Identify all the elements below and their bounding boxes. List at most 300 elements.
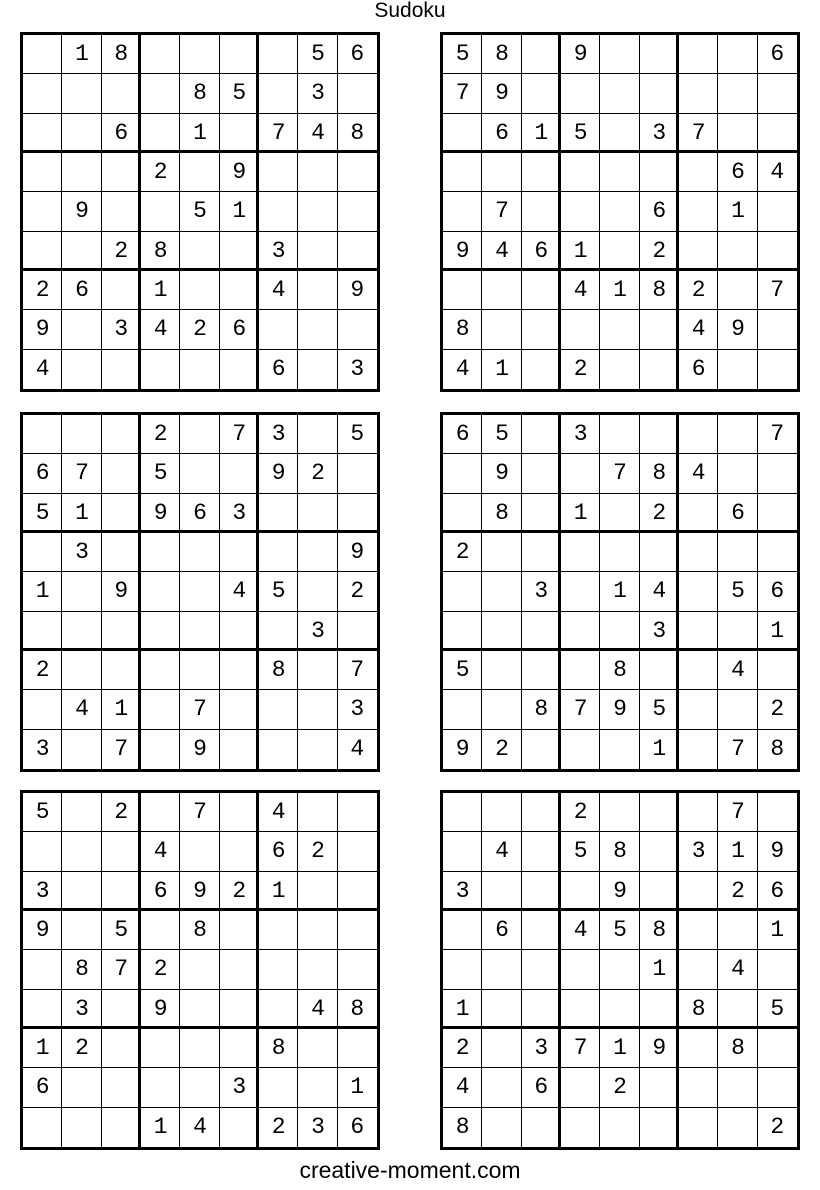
empty-cell[interactable] [141,192,180,231]
grid-row-digits: 7 6 1 [455,198,810,225]
empty-cell[interactable] [679,690,718,729]
empty-cell[interactable] [758,232,797,271]
empty-cell[interactable] [758,494,797,533]
empty-cell[interactable] [62,572,101,611]
empty-cell[interactable] [640,74,679,113]
empty-cell[interactable] [443,494,482,533]
empty-cell[interactable] [23,35,62,74]
empty-cell[interactable] [679,192,718,231]
empty-cell[interactable] [298,533,337,572]
empty-cell[interactable] [522,192,561,231]
empty-cell[interactable] [482,793,521,832]
empty-cell[interactable] [600,153,639,192]
empty-cell[interactable] [522,310,561,349]
empty-cell[interactable] [561,950,600,989]
empty-cell[interactable] [482,310,521,349]
empty-cell[interactable] [180,1029,219,1068]
empty-cell[interactable] [23,950,62,989]
empty-cell[interactable] [102,612,141,651]
empty-cell[interactable] [679,533,718,572]
empty-cell[interactable] [102,990,141,1029]
given-cell [141,1108,180,1147]
empty-cell[interactable] [679,1029,718,1068]
empty-cell[interactable] [718,1108,757,1147]
empty-cell[interactable] [220,832,259,871]
given-cell [220,415,259,454]
empty-cell[interactable] [482,271,521,310]
empty-cell[interactable] [102,350,141,389]
empty-cell[interactable] [62,872,101,911]
empty-cell[interactable] [102,872,141,911]
empty-cell[interactable] [522,1108,561,1147]
empty-cell[interactable] [561,74,600,113]
empty-cell[interactable] [141,1068,180,1107]
empty-cell[interactable] [338,232,377,271]
empty-cell[interactable] [443,911,482,950]
empty-cell[interactable] [443,793,482,832]
empty-cell[interactable] [62,415,101,454]
empty-cell[interactable] [718,533,757,572]
empty-cell[interactable] [23,1108,62,1147]
empty-cell[interactable] [23,533,62,572]
empty-cell[interactable] [640,832,679,871]
empty-cell[interactable] [102,454,141,493]
empty-cell[interactable] [640,310,679,349]
empty-cell[interactable] [522,153,561,192]
empty-cell[interactable] [23,192,62,231]
empty-cell[interactable] [522,533,561,572]
given-cell [23,350,62,389]
empty-cell[interactable] [180,533,219,572]
empty-cell[interactable] [141,1029,180,1068]
empty-cell[interactable] [718,690,757,729]
empty-cell[interactable] [141,35,180,74]
empty-cell[interactable] [640,415,679,454]
empty-cell[interactable] [102,74,141,113]
empty-cell[interactable] [180,612,219,651]
empty-cell[interactable] [443,950,482,989]
empty-cell[interactable] [679,415,718,454]
empty-cell[interactable] [298,494,337,533]
empty-cell[interactable] [259,74,298,113]
empty-cell[interactable] [102,192,141,231]
empty-cell[interactable] [259,612,298,651]
empty-cell[interactable] [561,990,600,1029]
empty-cell[interactable] [62,612,101,651]
empty-cell[interactable] [679,494,718,533]
empty-cell[interactable] [640,793,679,832]
empty-cell[interactable] [338,310,377,349]
empty-cell[interactable] [338,153,377,192]
empty-cell[interactable] [679,232,718,271]
empty-cell[interactable] [259,192,298,231]
empty-cell[interactable] [338,872,377,911]
empty-cell[interactable] [443,612,482,651]
empty-cell[interactable] [180,1068,219,1107]
empty-cell[interactable] [561,533,600,572]
empty-cell[interactable] [522,872,561,911]
empty-cell[interactable] [220,990,259,1029]
empty-cell[interactable] [561,192,600,231]
empty-cell[interactable] [62,793,101,832]
empty-cell[interactable] [259,730,298,769]
empty-cell[interactable] [522,793,561,832]
empty-cell[interactable] [338,192,377,231]
empty-cell[interactable] [298,350,337,389]
empty-cell[interactable] [141,533,180,572]
empty-cell[interactable] [482,651,521,690]
empty-cell[interactable] [718,990,757,1029]
empty-cell[interactable] [522,990,561,1029]
empty-cell[interactable] [298,153,337,192]
empty-cell[interactable] [522,651,561,690]
empty-cell[interactable] [679,1068,718,1107]
empty-cell[interactable] [718,114,757,153]
empty-cell[interactable] [679,730,718,769]
given-cell [679,990,718,1029]
empty-cell[interactable] [522,35,561,74]
empty-cell[interactable] [220,114,259,153]
empty-cell[interactable] [600,35,639,74]
empty-cell[interactable] [180,350,219,389]
empty-cell[interactable] [679,1108,718,1147]
given-cell [718,950,757,989]
empty-cell[interactable] [600,74,639,113]
empty-cell[interactable] [482,872,521,911]
empty-cell[interactable] [679,153,718,192]
empty-cell[interactable] [23,114,62,153]
empty-cell[interactable] [561,454,600,493]
empty-cell[interactable] [443,153,482,192]
empty-cell[interactable] [220,1029,259,1068]
empty-cell[interactable] [141,793,180,832]
empty-cell[interactable] [62,651,101,690]
empty-cell[interactable] [758,350,797,389]
empty-cell[interactable] [23,74,62,113]
empty-cell[interactable] [102,832,141,871]
empty-cell[interactable] [102,1068,141,1107]
empty-cell[interactable] [640,350,679,389]
empty-cell[interactable] [180,990,219,1029]
empty-cell[interactable] [718,271,757,310]
empty-cell[interactable] [102,271,141,310]
empty-cell[interactable] [561,153,600,192]
empty-cell[interactable] [758,651,797,690]
empty-cell[interactable] [482,572,521,611]
empty-cell[interactable] [298,651,337,690]
empty-cell[interactable] [522,911,561,950]
empty-cell[interactable] [522,950,561,989]
empty-cell[interactable] [141,911,180,950]
empty-cell[interactable] [640,651,679,690]
empty-cell[interactable] [220,533,259,572]
empty-cell[interactable] [482,153,521,192]
empty-cell[interactable] [220,232,259,271]
empty-cell[interactable] [220,911,259,950]
empty-cell[interactable] [758,74,797,113]
empty-cell[interactable] [600,192,639,231]
empty-cell[interactable] [180,832,219,871]
empty-cell[interactable] [220,1108,259,1147]
empty-cell[interactable] [141,651,180,690]
empty-cell[interactable] [679,35,718,74]
empty-cell[interactable] [522,494,561,533]
empty-cell[interactable] [180,153,219,192]
empty-cell[interactable] [600,793,639,832]
empty-cell[interactable] [338,950,377,989]
empty-cell[interactable] [758,793,797,832]
empty-cell[interactable] [679,950,718,989]
empty-cell[interactable] [758,1029,797,1068]
empty-cell[interactable] [298,192,337,231]
given-cell [718,651,757,690]
empty-cell[interactable] [679,793,718,832]
given-cell [338,1108,377,1147]
empty-cell[interactable] [600,612,639,651]
empty-cell[interactable] [102,533,141,572]
empty-cell[interactable] [62,730,101,769]
empty-cell[interactable] [23,415,62,454]
empty-cell[interactable] [298,232,337,271]
given-cell [102,572,141,611]
given-cell [600,690,639,729]
empty-cell[interactable] [482,690,521,729]
empty-cell[interactable] [718,415,757,454]
empty-cell[interactable] [220,271,259,310]
empty-cell[interactable] [758,1068,797,1107]
empty-cell[interactable] [679,872,718,911]
empty-cell[interactable] [718,454,757,493]
empty-cell[interactable] [758,950,797,989]
empty-cell[interactable] [298,415,337,454]
empty-cell[interactable] [561,1108,600,1147]
empty-cell[interactable] [600,990,639,1029]
empty-cell[interactable] [141,74,180,113]
empty-cell[interactable] [600,415,639,454]
empty-cell[interactable] [298,730,337,769]
empty-cell[interactable] [180,271,219,310]
empty-cell[interactable] [259,153,298,192]
empty-cell[interactable] [180,415,219,454]
empty-cell[interactable] [62,232,101,271]
empty-cell[interactable] [482,1029,521,1068]
empty-cell[interactable] [718,911,757,950]
empty-cell[interactable] [62,1108,101,1147]
empty-cell[interactable] [338,454,377,493]
empty-cell[interactable] [561,1068,600,1107]
grid-row-digits: 4 6 2 [455,1074,810,1101]
empty-cell[interactable] [62,832,101,871]
empty-cell[interactable] [679,572,718,611]
empty-cell[interactable] [298,690,337,729]
empty-cell[interactable] [141,350,180,389]
empty-cell[interactable] [220,651,259,690]
empty-cell[interactable] [522,612,561,651]
empty-cell[interactable] [220,690,259,729]
empty-cell[interactable] [220,950,259,989]
empty-cell[interactable] [679,911,718,950]
empty-cell[interactable] [180,454,219,493]
empty-cell[interactable] [180,572,219,611]
empty-cell[interactable] [62,74,101,113]
empty-cell[interactable] [600,1108,639,1147]
empty-cell[interactable] [561,310,600,349]
empty-cell[interactable] [220,730,259,769]
empty-cell[interactable] [758,454,797,493]
empty-cell[interactable] [718,74,757,113]
empty-cell[interactable] [62,350,101,389]
empty-cell[interactable] [259,950,298,989]
empty-cell[interactable] [758,310,797,349]
empty-cell[interactable] [758,192,797,231]
empty-cell[interactable] [220,35,259,74]
empty-cell[interactable] [259,1068,298,1107]
empty-cell[interactable] [443,572,482,611]
empty-cell[interactable] [640,1108,679,1147]
empty-cell[interactable] [640,872,679,911]
empty-cell[interactable] [220,350,259,389]
empty-cell[interactable] [758,114,797,153]
empty-cell[interactable] [482,612,521,651]
empty-cell[interactable] [443,192,482,231]
empty-cell[interactable] [180,651,219,690]
empty-cell[interactable] [482,1108,521,1147]
empty-cell[interactable] [522,454,561,493]
empty-cell[interactable] [600,950,639,989]
empty-cell[interactable] [758,533,797,572]
empty-cell[interactable] [718,35,757,74]
empty-cell[interactable] [522,730,561,769]
empty-cell[interactable] [640,1068,679,1107]
empty-cell[interactable] [561,651,600,690]
empty-cell[interactable] [62,1068,101,1107]
empty-cell[interactable] [600,533,639,572]
empty-cell[interactable] [640,533,679,572]
empty-cell[interactable] [338,494,377,533]
empty-cell[interactable] [522,350,561,389]
empty-cell[interactable] [338,1029,377,1068]
empty-cell[interactable] [718,1068,757,1107]
empty-cell[interactable] [482,950,521,989]
empty-cell[interactable] [679,74,718,113]
empty-cell[interactable] [62,114,101,153]
empty-cell[interactable] [522,271,561,310]
empty-cell[interactable] [141,114,180,153]
empty-cell[interactable] [141,690,180,729]
empty-cell[interactable] [482,990,521,1029]
empty-cell[interactable] [679,651,718,690]
empty-cell[interactable] [62,310,101,349]
empty-cell[interactable] [482,533,521,572]
empty-cell[interactable] [102,1108,141,1147]
empty-cell[interactable] [298,572,337,611]
empty-cell[interactable] [718,232,757,271]
empty-cell[interactable] [298,1068,337,1107]
empty-cell[interactable] [522,74,561,113]
empty-cell[interactable] [600,350,639,389]
empty-cell[interactable] [220,793,259,832]
empty-cell[interactable] [62,911,101,950]
empty-cell[interactable] [220,454,259,493]
empty-cell[interactable] [561,730,600,769]
empty-cell[interactable] [338,793,377,832]
empty-cell[interactable] [443,690,482,729]
empty-cell[interactable] [141,730,180,769]
empty-cell[interactable] [102,415,141,454]
empty-cell[interactable] [141,612,180,651]
empty-cell[interactable] [640,153,679,192]
empty-cell[interactable] [298,1029,337,1068]
empty-cell[interactable] [338,911,377,950]
empty-cell[interactable] [679,612,718,651]
empty-cell[interactable] [338,832,377,871]
empty-cell[interactable] [298,271,337,310]
empty-cell[interactable] [102,153,141,192]
empty-cell[interactable] [180,232,219,271]
empty-cell[interactable] [298,793,337,832]
empty-cell[interactable] [561,572,600,611]
empty-cell[interactable] [718,350,757,389]
empty-cell[interactable] [180,35,219,74]
empty-cell[interactable] [522,415,561,454]
empty-cell[interactable] [600,730,639,769]
empty-cell[interactable] [102,1029,141,1068]
empty-cell[interactable] [23,153,62,192]
empty-cell[interactable] [640,990,679,1029]
empty-cell[interactable] [102,651,141,690]
empty-cell[interactable] [259,310,298,349]
empty-cell[interactable] [298,950,337,989]
empty-cell[interactable] [259,911,298,950]
empty-cell[interactable] [23,690,62,729]
empty-cell[interactable] [298,911,337,950]
empty-cell[interactable] [600,310,639,349]
empty-cell[interactable] [23,990,62,1029]
empty-cell[interactable] [298,872,337,911]
empty-cell[interactable] [62,153,101,192]
empty-cell[interactable] [600,114,639,153]
empty-cell[interactable] [102,494,141,533]
empty-cell[interactable] [640,35,679,74]
empty-cell[interactable] [180,950,219,989]
empty-cell[interactable] [561,612,600,651]
empty-cell[interactable] [141,572,180,611]
empty-cell[interactable] [718,612,757,651]
empty-cell[interactable] [443,454,482,493]
empty-cell[interactable] [600,494,639,533]
empty-cell[interactable] [600,232,639,271]
grid-row-digits: 12 8 [35,1034,390,1061]
empty-cell[interactable] [259,494,298,533]
empty-cell[interactable] [23,232,62,271]
empty-cell[interactable] [298,310,337,349]
empty-cell[interactable] [23,612,62,651]
empty-cell[interactable] [482,1068,521,1107]
empty-cell[interactable] [338,74,377,113]
empty-cell[interactable] [561,872,600,911]
empty-cell[interactable] [443,832,482,871]
empty-cell[interactable] [443,114,482,153]
empty-cell[interactable] [522,832,561,871]
empty-cell[interactable] [259,35,298,74]
empty-cell[interactable] [259,990,298,1029]
empty-cell[interactable] [220,612,259,651]
empty-cell[interactable] [259,690,298,729]
empty-cell[interactable] [443,271,482,310]
empty-cell[interactable] [23,832,62,871]
empty-cell[interactable] [259,533,298,572]
empty-cell[interactable] [338,612,377,651]
